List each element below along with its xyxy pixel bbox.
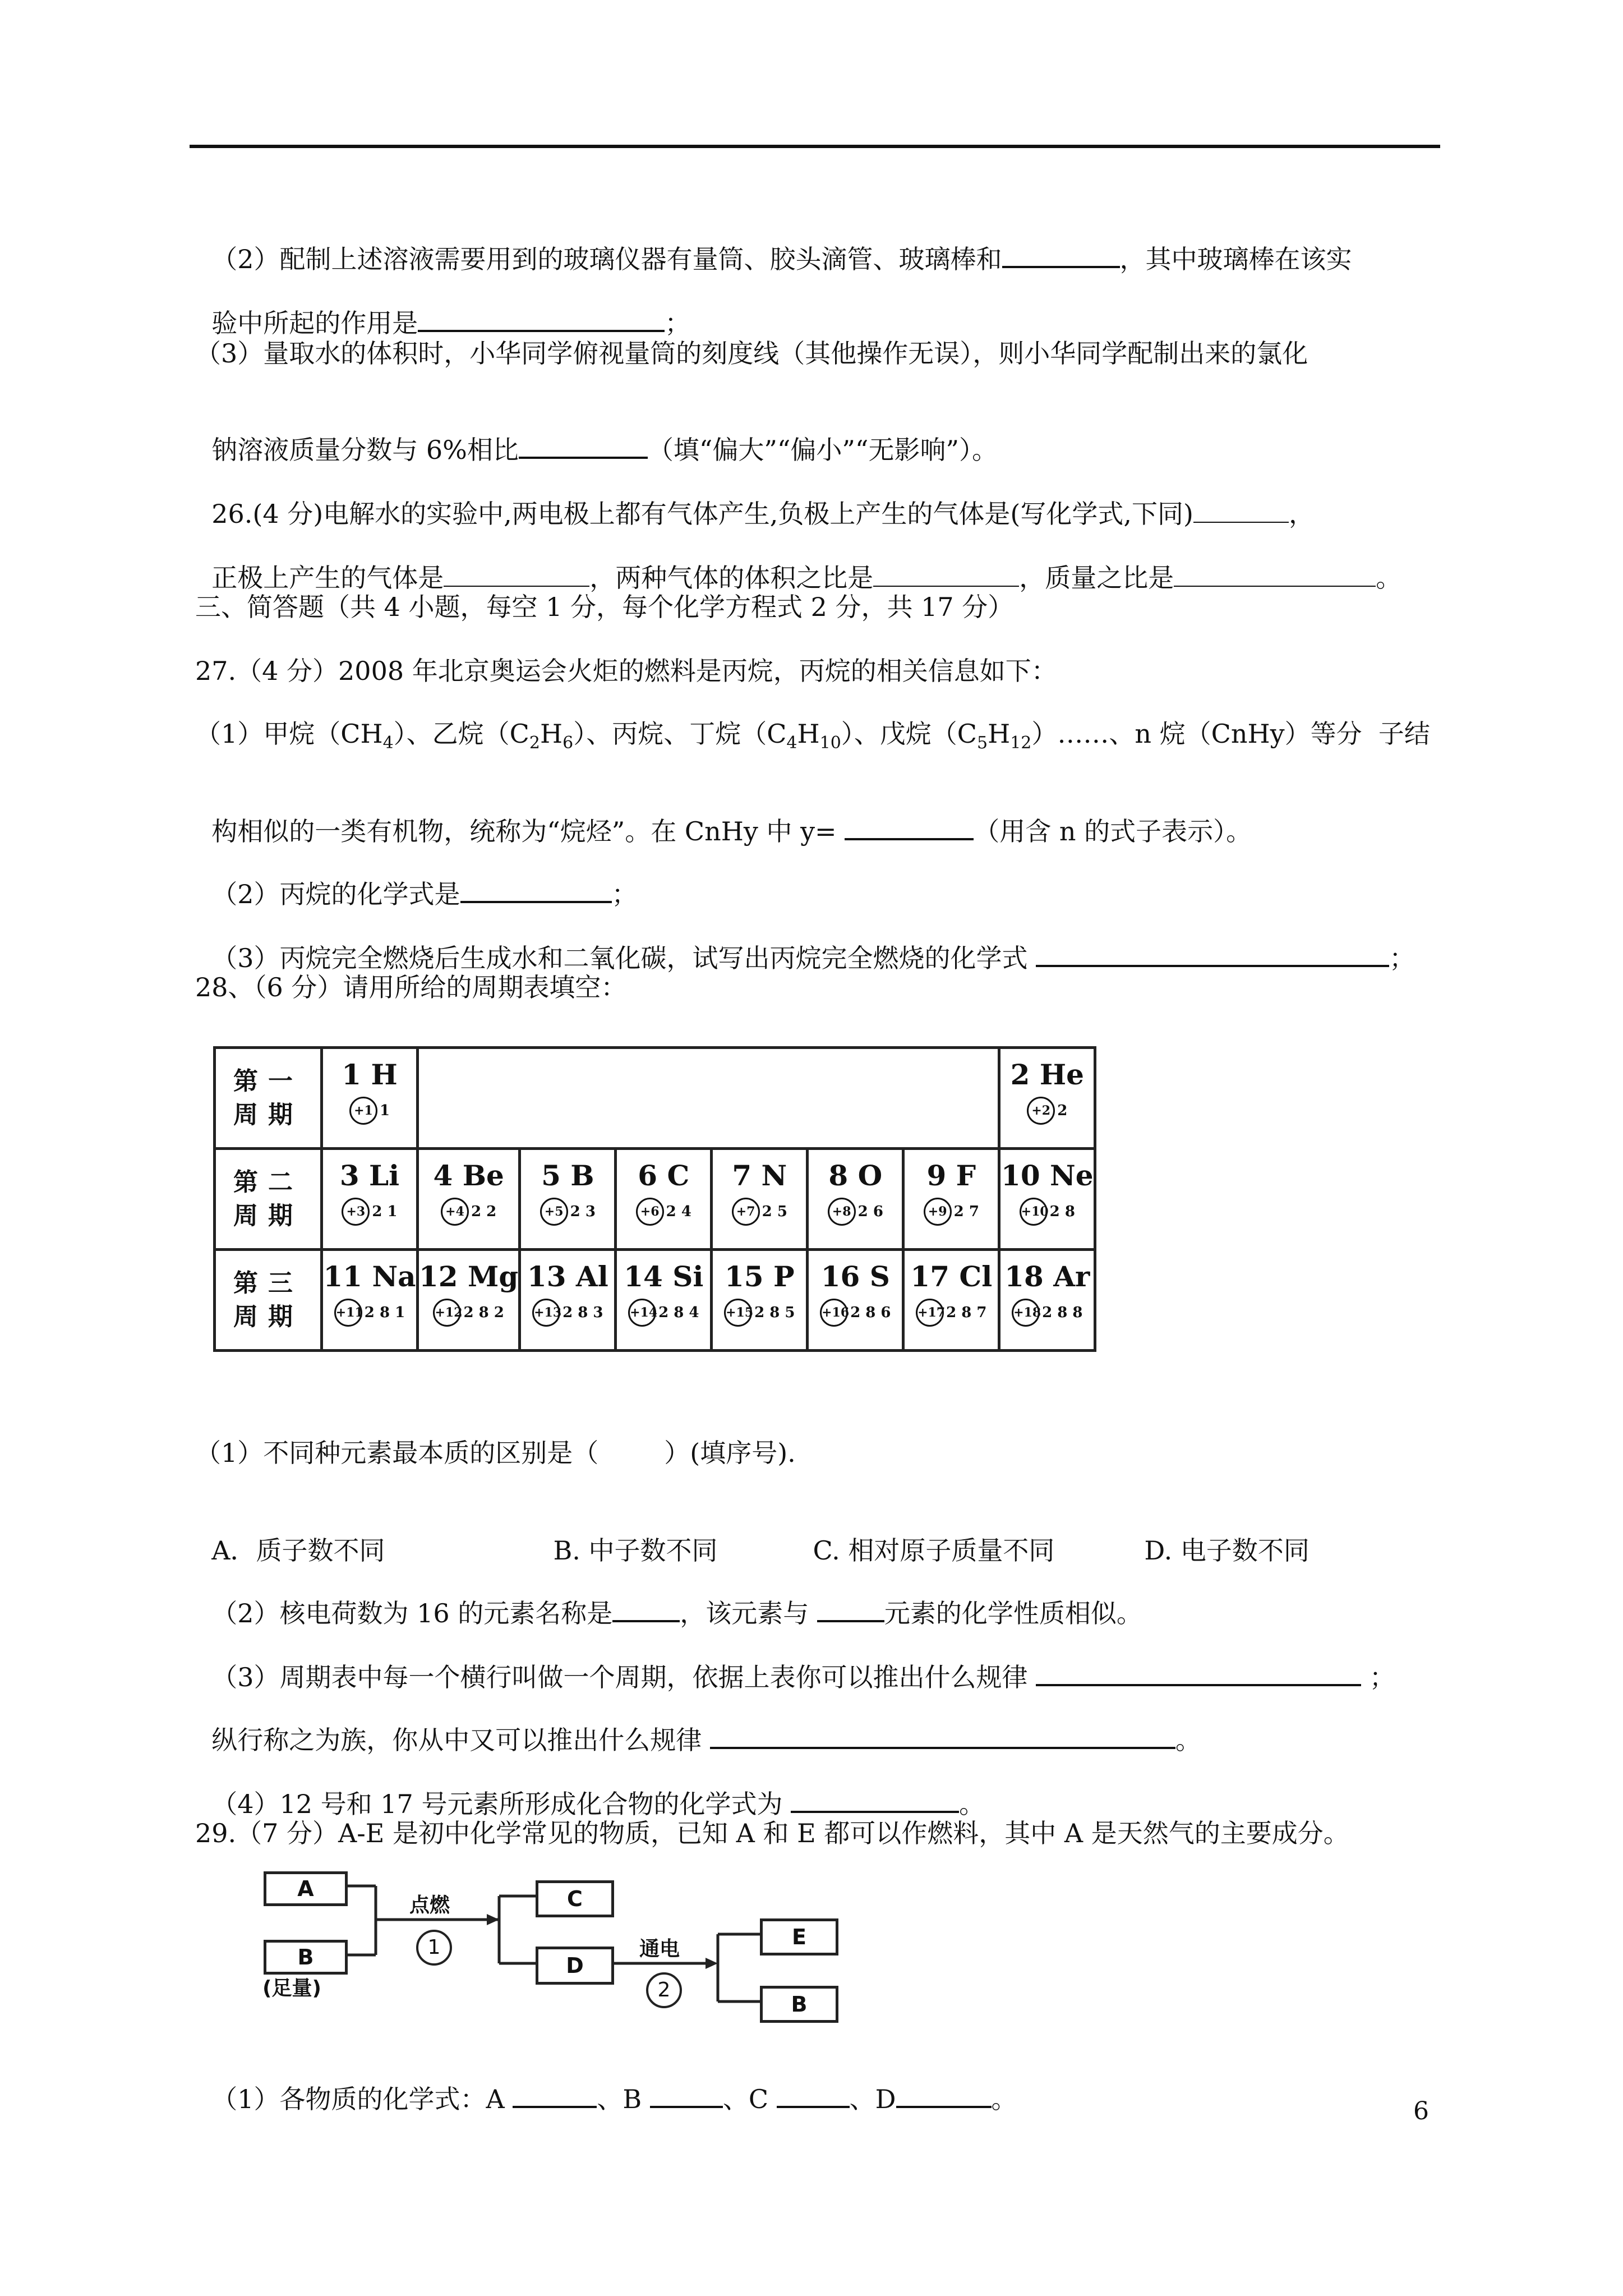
step1-label: 点燃 (409, 1894, 450, 1917)
element-cell: 17 Cl +172 8 7 (903, 1250, 999, 1351)
option-c[interactable]: C. 相对原子质量不同 (813, 1535, 1055, 1566)
answer-blank[interactable] (845, 816, 974, 840)
q28-1: （1）不同种元素最本质的区别是（ ）(填序号). (195, 1438, 796, 1468)
q27-3: （3）丙烷完全燃烧后生成水和二氧化碳，试写出丙烷完全燃烧的化学式 ； (211, 943, 1415, 973)
answer-blank[interactable] (873, 563, 1019, 587)
answer-blank[interactable] (1002, 243, 1120, 268)
q26-line2: 正极上产生的气体是 ，两种气体的体积之比是 ，质量之比是 。 (211, 563, 1402, 593)
q28-3-line2: 纵行称之为族，你从中又可以推出什么规律 。 (211, 1725, 1201, 1755)
answer-blank[interactable] (791, 1788, 959, 1813)
q28-4: （4）12 号和 17 号元素所形成化合物的化学式为 。 (211, 1789, 985, 1819)
step1-number: 1 (416, 1930, 452, 1966)
answer-blank[interactable] (513, 2083, 597, 2108)
answer-blank[interactable] (896, 2083, 992, 2108)
answer-blank[interactable] (612, 1598, 680, 1622)
periodic-table (213, 1046, 1096, 1352)
element-cell: 7 N +7 2 5 (712, 1149, 808, 1250)
box-b: B (264, 1940, 348, 1975)
row-header: 第二周期 (215, 1149, 322, 1250)
q27-2: （2）丙烷的化学式是 ； (211, 879, 638, 909)
q28-3-line1: （3）周期表中每一个横行叫做一个周期，依据上表你可以推出什么规律 ； (211, 1662, 1395, 1692)
element-cell: 4 Be +4 2 2 (418, 1149, 520, 1250)
box-a: A (264, 1871, 348, 1906)
answer-blank[interactable] (519, 434, 648, 459)
answer-blank[interactable] (444, 563, 589, 587)
element-cell: 15 P +152 8 5 (712, 1250, 808, 1351)
element-cell: 2 He +2 2 (999, 1048, 1095, 1149)
step2-label: 通电 (639, 1938, 680, 1961)
q25-3-line2: 钠溶液质量分数与 6%相比 （填“偏大”“偏小”“无影响”）。 (211, 435, 998, 465)
element-cell: 9 F +9 2 7 (903, 1149, 999, 1250)
q28-intro: 28、（6 分）请用所给的周期表填空： (195, 972, 627, 1002)
q25-2-line2: 验中所起的作用是 ； (211, 308, 691, 338)
element-cell: 18 Ar +182 8 8 (999, 1250, 1095, 1351)
row-header: 第一周期 (215, 1048, 322, 1149)
answer-blank[interactable] (650, 2083, 723, 2108)
step2-number: 2 (646, 1972, 682, 2008)
q25-2-line1: （2）配制上述溶液需要用到的玻璃仪器有量筒、胶头滴管、玻璃棒和 ，其中玻璃棒在该实 (211, 244, 1352, 274)
q28-1-options (195, 1500, 1429, 1567)
answer-blank[interactable] (460, 878, 612, 903)
q29-intro: 29.（7 分）A-E 是初中化学常见的物质，已知 A 和 E 都可以作燃料，其中 A 是天然气的主要成分。 (195, 1818, 1349, 1848)
q27-intro: 27.（4 分）2008 年北京奥运会火炬的燃料是丙烷，丙烷的相关信息如下： (195, 656, 1057, 686)
answer-blank[interactable] (1193, 499, 1289, 523)
element-cell: 3 Li +3 2 1 (322, 1149, 418, 1250)
element-cell: 13 Al +132 8 3 (520, 1250, 616, 1351)
answer-blank[interactable] (710, 1724, 1175, 1749)
box-b-product: B (760, 1986, 838, 2023)
answer-blank[interactable] (418, 307, 665, 332)
answer-blank[interactable] (1036, 942, 1389, 967)
section-3-heading: 三、简答题（共 4 小题，每空 1 分，每个化学方程式 2 分，共 17 分） (195, 592, 1014, 622)
header-rule (190, 145, 1440, 148)
element-cell: 14 Si +142 8 4 (616, 1250, 712, 1351)
box-c: C (536, 1880, 614, 1917)
q25-3-line1: （3）量取水的体积时，小华同学俯视量筒的刻度线（其他操作无误），则小华同学配制出来的氯化 (195, 338, 1308, 369)
answer-blank[interactable] (1036, 1662, 1361, 1686)
q27-1-line1: （1）甲烷$(CH_4)$、乙烷$(C_2H_6)$、丙烷、丁烷$(C_4H_{10})$、戊烷$(C_5H_{12})\dots\dots$、n 烷（CnHy）等分 子结 (195, 719, 1430, 753)
element-cell: 8 O +8 2 6 (808, 1149, 903, 1250)
q27-1-line2: 构相似的一类有机物，统称为“烷烃”。在 CnHy 中 y= （用含 n 的式子表示）。 (211, 816, 1252, 846)
answer-blank[interactable] (1174, 563, 1376, 587)
element-cell: 16 S +162 8 6 (808, 1250, 903, 1351)
element-cell: 5 B +5 2 3 (520, 1149, 616, 1250)
element-cell: 11 Na +112 8 1 (322, 1250, 418, 1351)
page-number: 6 (1413, 2097, 1429, 2125)
box-b-note: (足量) (262, 1977, 321, 2000)
element-cell: 1 H +1 1 (322, 1048, 418, 1149)
answer-blank[interactable] (777, 2083, 850, 2108)
row-header: 第三周期 (215, 1250, 322, 1351)
reaction-flow-diagram (258, 1868, 869, 2036)
box-e: E (760, 1918, 838, 1955)
q29-1: （1）各物质的化学式：A 、B 、C 、D 。 (211, 2084, 1017, 2114)
element-cell: 6 C +6 2 4 (616, 1149, 712, 1250)
box-d: D (536, 1947, 614, 1985)
option-b[interactable]: B. 中子数不同 (553, 1535, 718, 1566)
option-d[interactable]: D. 电子数不同 (1144, 1535, 1310, 1566)
answer-blank[interactable] (817, 1598, 884, 1622)
q26-line1: 26.(4 分)电解水的实验中,两电极上都有气体产生,负极上产生的气体是(写化学式,下同) ， (211, 499, 1315, 529)
element-cell: 12 Mg +122 8 2 (418, 1250, 520, 1351)
q28-2: （2）核电荷数为 16 的元素名称是 ，该元素与 元素的化学性质相似。 (211, 1598, 1142, 1628)
option-a[interactable]: A．质子数不同 (211, 1535, 385, 1566)
element-cell: 10 Ne +102 8 (999, 1149, 1095, 1250)
